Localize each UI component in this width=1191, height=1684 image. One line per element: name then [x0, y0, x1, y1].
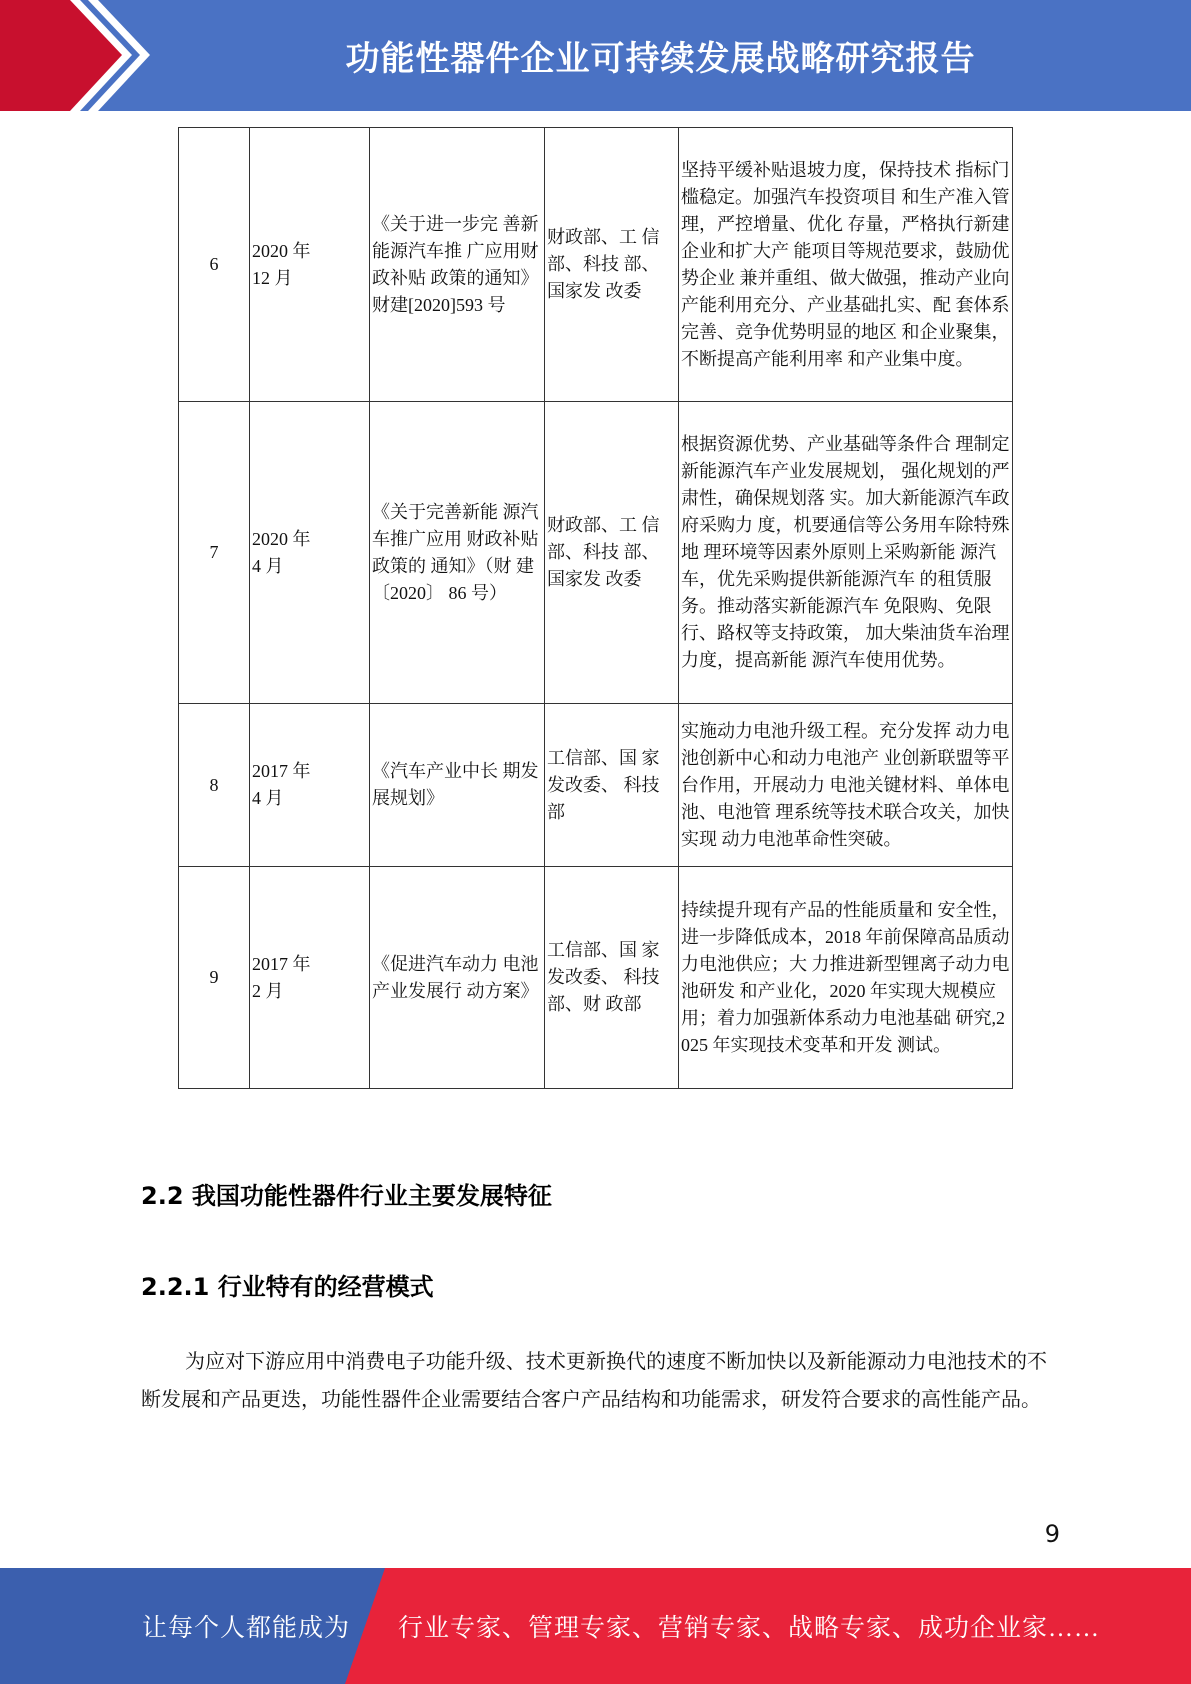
- table-row: [179, 704, 1013, 867]
- row-number: 7: [179, 402, 250, 704]
- issue-date-text: 2020 年 12 月: [252, 240, 311, 288]
- table-row: [179, 128, 1013, 402]
- chevron-arrow-icon: [0, 0, 160, 111]
- issue-date-text: 2017 年 4 月: [252, 761, 311, 808]
- policy-document: 《关于完善新能 源汽车推广应用 财政补贴政策的 通知》（财 建 〔2020〕 86 号）: [370, 402, 545, 704]
- issue-date-text: 2017 年 2 月: [252, 953, 311, 1001]
- issue-date-text: 2020 年 4 月: [252, 528, 311, 576]
- policy-document: 《汽车产业中长 期发展规划》: [370, 704, 545, 867]
- section-heading: 2.2 我国功能性器件行业主要发展特征: [141, 1182, 552, 1210]
- row-number: 6: [179, 128, 250, 402]
- policy-content: 持续提升现有产品的性能质量和 安全性，进一步降低成本，2018 年前保障高品质动力电池供应；大 力推进新型锂离子动力电池研发 和产业化，2020 年实现大规模应 用；着力加强新体系动力电池基础 研究,2025 年实现技术变革和开发 测试。: [679, 867, 1013, 1089]
- footer-slogan-left: 让每个人都能成为: [142, 1615, 351, 1642]
- table-row: [179, 402, 1013, 704]
- policy-content: 坚持平缓补贴退坡力度，保持技术 指标门槛稳定。加强汽车投资项目 和生产准入管理，严控增量、优化 存量，严格执行新建企业和扩大产 能项目等规范要求，鼓励优势企业 兼并重组、做大做强，推动产业向 产能利用充分、产业基础扎实、配 套体系完善、竞争优势明显的地区 和企业聚集，不断提高产能利用率 和产业集中度。: [679, 128, 1013, 402]
- issuing-department: 财政部、工 信部、科技 部、国家发 改委: [545, 128, 679, 402]
- issuing-department: 工信部、国 家发改委、 科技部: [545, 704, 679, 867]
- policy-document: 《促进汽车动力 电池产业发展行 动方案》: [370, 867, 545, 1089]
- report-title: 功能性器件企业可持续发展战略研究报告: [345, 39, 976, 79]
- subsection-heading: 2.2.1 行业特有的经营模式: [141, 1273, 434, 1301]
- row-number: 8: [179, 704, 250, 867]
- policy-table: [178, 127, 1013, 1089]
- page-header: [0, 0, 1191, 111]
- policy-content: 实施动力电池升级工程。充分发挥 动力电池创新中心和动力电池产 业创新联盟等平台作用，开展动力 电池关键材料、单体电池、电池管 理系统等技术联合攻关，加快实现 动力电池革命性突破。: [679, 704, 1013, 867]
- policy-document: 《关于进一步完 善新能源汽车推 广应用财政补贴 政策的通知》财建[2020]593 号: [370, 128, 545, 402]
- issue-date: [250, 704, 370, 867]
- footer-slogan-right: 行业专家、管理专家、营销专家、战略专家、成功企业家……: [398, 1615, 1101, 1642]
- table-row: [179, 867, 1013, 1089]
- page-number: 9: [1044, 1520, 1060, 1548]
- page-footer: [0, 1568, 1191, 1684]
- body-paragraph: 为应对下游应用中消费电子功能升级、技术更新换代的速度不断加快以及新能源动力电池技术的不断发展和产品更迭，功能性器件企业需要结合客户产品结构和功能需求，研发符合要求的高性能产品。: [141, 1351, 1047, 1411]
- issuing-department: 工信部、国 家发改委、 科技部、财 政部: [545, 867, 679, 1089]
- issuing-department: 财政部、工 信部、科技 部、国家发 改委: [545, 402, 679, 704]
- issue-date: [250, 867, 370, 1089]
- issue-date: [250, 128, 370, 402]
- row-number: 9: [179, 867, 250, 1089]
- issue-date: [250, 402, 370, 704]
- policy-content: 根据资源优势、产业基础等条件合 理制定新能源汽车产业发展规划， 强化规划的严肃性，确保规划落 实。加大新能源汽车政府采购力 度，机要通信等公务用车除特殊地 理环境等因素外原则上采购新能 源汽车，优先采购提供新能源汽车 的租赁服务。推动落实新能源汽车 免限购、免限行、路权等支持政策， 加大柴油货车治理力度，提高新能 源汽车使用优势。: [679, 402, 1013, 704]
